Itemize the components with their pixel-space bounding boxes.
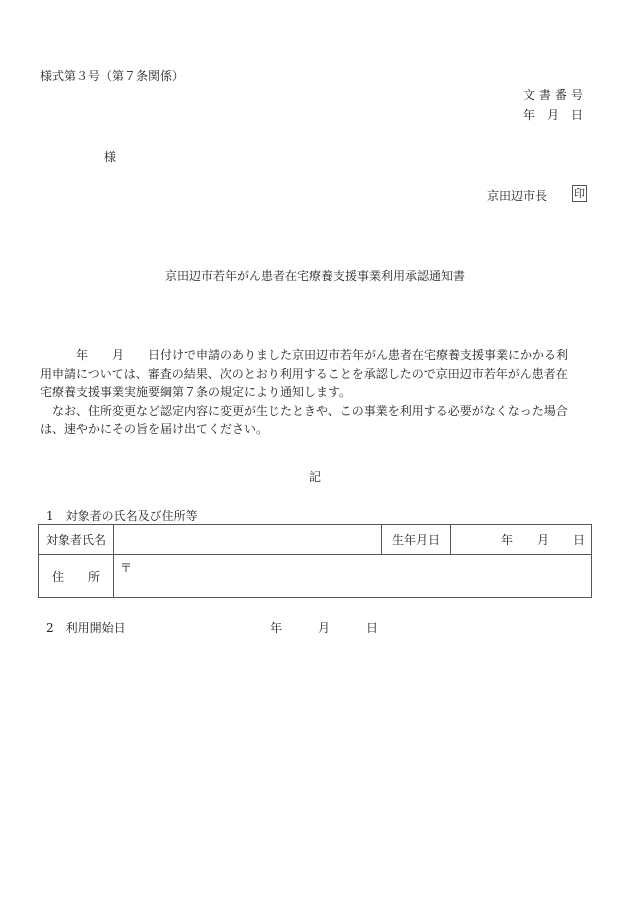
address-label: 住 所 [39, 555, 114, 598]
seal-stamp-icon: 印 [574, 187, 585, 200]
body-line: 年 月 日付けで申請のありました京田辺市若年がん患者在宅療養支援事業にかかる利 [40, 348, 569, 362]
name-label: 対象者氏名 [39, 525, 114, 555]
target-person-table [38, 524, 592, 598]
name-field[interactable] [114, 525, 382, 555]
dob-field[interactable]: 年 月 日 [451, 525, 592, 555]
document-number-label: 文書番号 [523, 88, 588, 102]
addressee: 様 [104, 150, 117, 164]
section2-heading: 2 利用開始日 [46, 621, 126, 635]
ki-heading: 記 [308, 470, 321, 484]
start-date-field[interactable]: 年 月 日 [270, 621, 379, 635]
document-title: 京田辺市若年がん患者在宅療養支援事業利用承認通知書 [164, 269, 465, 283]
document-date: 年 月 日 [523, 108, 584, 122]
table-row [39, 555, 592, 598]
dob-label: 生年月日 [382, 525, 451, 555]
address-field[interactable] [114, 555, 592, 598]
section1-heading: 1 対象者の氏名及び住所等 [46, 509, 198, 523]
sender-mayor: 京田辺市長 [487, 189, 548, 203]
body-line: 宅療養支援事業実施要綱第７条の規定により通知します。 [40, 385, 352, 399]
postal-mark-icon: 〒 [120, 561, 133, 575]
table-row [39, 525, 592, 555]
notice-body [40, 346, 590, 439]
body-line: 用申請については、審査の結果、次のとおり利用することを承認したので京田辺市若年がん患者在 [40, 366, 568, 381]
form-number: 様式第３号（第７条関係） [40, 69, 185, 83]
body-line: は、速やかにその旨を届け出てください。 [40, 422, 269, 436]
body-line: なお、住所変更など認定内容に変更が生じたときや、この事業を利用する必要がなくなった場合 [40, 403, 568, 418]
